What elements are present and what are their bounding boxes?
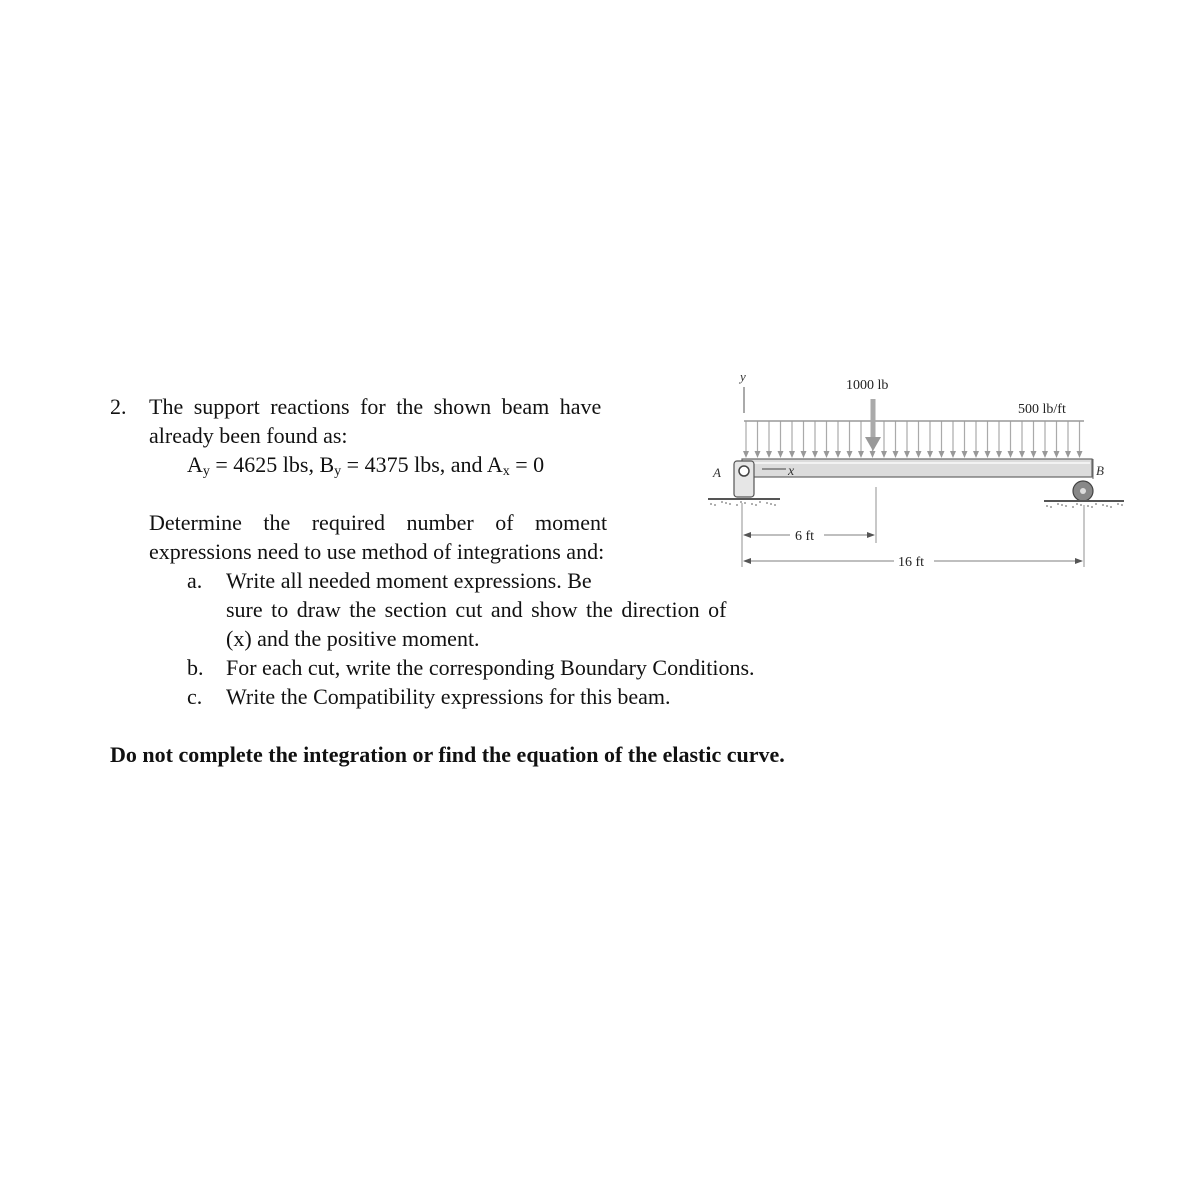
ground-speckle bbox=[1080, 504, 1082, 506]
ax-label: A bbox=[486, 452, 503, 477]
dim-6ft-arrow-left bbox=[743, 532, 751, 538]
ay-sub: y bbox=[202, 464, 210, 479]
ground-speckle bbox=[1117, 503, 1119, 505]
ground-speckle bbox=[1091, 506, 1093, 508]
dim-16ft-arrow-right bbox=[1075, 558, 1083, 564]
ground-speckle bbox=[710, 503, 712, 505]
point-load-label: 1000 lb bbox=[846, 378, 889, 393]
point-load-arrowhead bbox=[865, 437, 881, 451]
ground-speckle bbox=[1102, 504, 1104, 506]
ground-speckle bbox=[774, 504, 776, 506]
ground-speckle bbox=[725, 502, 727, 504]
dim-16ft-label: 16 ft bbox=[898, 555, 925, 570]
ground-speckle bbox=[1076, 503, 1078, 505]
problem-number: 2. bbox=[110, 394, 127, 419]
distributed-load-arrowhead bbox=[1077, 451, 1083, 458]
distributed-load-arrowhead bbox=[1031, 451, 1037, 458]
distributed-load-arrowhead bbox=[789, 451, 795, 458]
ground-speckle bbox=[744, 502, 746, 504]
beam-diagram bbox=[700, 365, 1140, 580]
ground-speckle bbox=[766, 502, 768, 504]
ground-speckle bbox=[1110, 506, 1112, 508]
ground-speckle bbox=[740, 501, 742, 503]
item-a-marker: a. bbox=[187, 568, 203, 593]
distributed-load-arrowhead bbox=[1008, 451, 1014, 458]
distributed-load-arrowhead bbox=[847, 451, 853, 458]
pin-a bbox=[739, 466, 749, 476]
distributed-load-arrowhead bbox=[778, 451, 784, 458]
item-a-line-3: (x) and the positive moment. bbox=[226, 626, 480, 651]
ground-speckle bbox=[751, 503, 753, 505]
dim-6ft-label: 6 ft bbox=[795, 529, 815, 544]
ax-sub: x bbox=[502, 464, 510, 479]
by-label: B bbox=[319, 452, 335, 477]
distributed-load-arrowhead bbox=[962, 451, 968, 458]
distributed-load-arrowhead bbox=[916, 451, 922, 458]
ground-speckle bbox=[1046, 505, 1048, 507]
item-a-line-1: Write all needed moment expressions. Be bbox=[226, 568, 592, 593]
ground-speckle bbox=[1106, 505, 1108, 507]
distributed-load-arrowhead bbox=[893, 451, 899, 458]
ground-speckle bbox=[1065, 505, 1067, 507]
ground-speckle bbox=[755, 504, 757, 506]
y-axis-label: y bbox=[740, 369, 746, 384]
distributed-load-arrowhead bbox=[1054, 451, 1060, 458]
distributed-load-arrowhead bbox=[904, 451, 910, 458]
item-b-line-1: For each cut, write the corresponding Boundary Conditions. bbox=[226, 655, 755, 680]
intro-line-2: already been found as: bbox=[149, 423, 348, 448]
distributed-load-arrowhead bbox=[1042, 451, 1048, 458]
determine-line-1: Determine the required number of moment bbox=[149, 510, 608, 535]
ground-speckle bbox=[1095, 503, 1097, 505]
ground-speckle bbox=[1057, 503, 1059, 505]
ground-speckle bbox=[729, 503, 731, 505]
ay-label: A bbox=[187, 452, 203, 477]
ay-value: = 4625 lbs, bbox=[215, 452, 314, 477]
item-a-line-2: sure to draw the section cut and show the direction of bbox=[226, 597, 727, 622]
determine-line-2: expressions need to use method of integrations and: bbox=[149, 539, 605, 564]
distributed-load-arrowhead bbox=[881, 451, 887, 458]
item-c-marker: c. bbox=[187, 684, 203, 709]
distributed-load-arrowhead bbox=[973, 451, 979, 458]
roller-b-hub bbox=[1080, 488, 1086, 494]
distributed-load-arrowhead bbox=[801, 451, 807, 458]
ground-speckle bbox=[1050, 506, 1052, 508]
distributed-load-arrowhead bbox=[1019, 451, 1025, 458]
ground-speckle bbox=[1087, 505, 1089, 507]
ground-b-hatch bbox=[1046, 503, 1123, 508]
ground-speckle bbox=[1061, 504, 1063, 506]
ground-speckle bbox=[1072, 506, 1074, 508]
distributed-load-arrowhead bbox=[870, 451, 876, 458]
distributed-load-arrowhead bbox=[766, 451, 772, 458]
distributed-load-arrowhead bbox=[1065, 451, 1071, 458]
ground-speckle bbox=[1121, 504, 1123, 506]
ground-speckle bbox=[736, 504, 738, 506]
distributed-load-arrowhead bbox=[812, 451, 818, 458]
dim-16ft-arrow-left bbox=[743, 558, 751, 564]
distributed-load-arrowhead bbox=[985, 451, 991, 458]
footer-instruction: Do not complete the integration or find the equation of the elastic curve. bbox=[110, 742, 785, 767]
distributed-load-arrowhead bbox=[939, 451, 945, 458]
support-b-label: B bbox=[1096, 463, 1104, 478]
distributed-load-arrows bbox=[743, 421, 1083, 458]
beam bbox=[742, 459, 1092, 477]
ground-speckle bbox=[721, 501, 723, 503]
dim-6ft-arrow-right bbox=[867, 532, 875, 538]
ax-value: = 0 bbox=[515, 452, 545, 477]
distributed-load-arrowhead bbox=[927, 451, 933, 458]
distributed-load-arrowhead bbox=[835, 451, 841, 458]
support-a-label: A bbox=[713, 465, 721, 480]
ground-a-hatch bbox=[710, 501, 776, 506]
ground-speckle bbox=[759, 501, 761, 503]
ground-speckle bbox=[714, 504, 716, 506]
distributed-load-arrowhead bbox=[858, 451, 864, 458]
distributed-load-arrowhead bbox=[824, 451, 830, 458]
intro-line-1: The support reactions for the shown beam have bbox=[149, 394, 602, 419]
distributed-load-arrowhead bbox=[996, 451, 1002, 458]
reactions-line bbox=[187, 452, 544, 482]
x-axis-label: x bbox=[788, 464, 795, 479]
distributed-load-label: 500 lb/ft bbox=[1018, 402, 1066, 417]
ground-speckle bbox=[770, 503, 772, 505]
item-b-marker: b. bbox=[187, 655, 204, 680]
distributed-load-arrowhead bbox=[950, 451, 956, 458]
item-c-line-1: Write the Compatibility expressions for this beam. bbox=[226, 684, 671, 709]
by-sub: y bbox=[334, 464, 342, 479]
distributed-load-arrowhead bbox=[743, 451, 749, 458]
distributed-load-arrowhead bbox=[755, 451, 761, 458]
by-value: = 4375 lbs, and bbox=[346, 452, 483, 477]
